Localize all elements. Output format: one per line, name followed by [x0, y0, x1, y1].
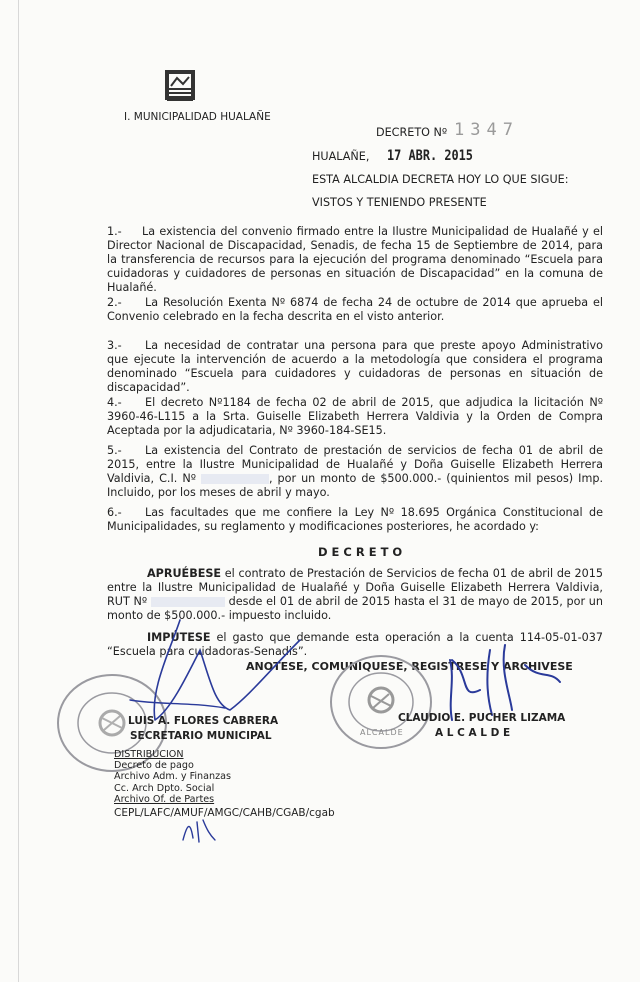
visto-number: 6.- [107, 506, 122, 519]
visto-number: 1.- [107, 225, 122, 238]
alcalde-name: CLAUDIO E. PUCHER LIZAMA [398, 712, 566, 724]
dist-item: Cc. Arch Dpto. Social [114, 782, 215, 794]
imputese-paragraph: IMPÚTESE el gasto que demande esta operación a la cuenta 114-05-01-037 “Escuela para cuidadoras-Senadis”. [107, 631, 603, 658]
scan-edge [18, 0, 19, 982]
visto-number: 3.- [107, 339, 122, 352]
alcalde-stamp [326, 652, 436, 752]
visto-6: 6.- Las facultades que me confiere la Ley Nº 18.695 Orgánica Constitucional de Municipalidades, su reglamento y modificaciones posteriores, he acordado y: [107, 506, 603, 533]
dist-item: Archivo Adm. y Finanzas [114, 771, 232, 783]
imputese-lead: IMPÚTESE [147, 631, 211, 644]
secretario-role: SECRETARIO MUNICIPAL [130, 730, 272, 742]
visto-number: 4.- [107, 396, 122, 409]
vistos-heading: VISTOS Y TENIENDO PRESENTE [312, 196, 487, 209]
redacted-rut [151, 597, 225, 607]
date-stamp: 17 ABR. 2015 [387, 148, 473, 164]
visto-4: 4.- El decreto Nº1184 de fecha 02 de abril de 2015, que adjudica la licitación Nº 3960-46-L115 a la Srta. Guiselle Elizabeth Herrera Valdivia y la Orden de Compra Aceptada por la adjudicataria, Nº 3960-184-SE15. [107, 396, 603, 437]
apruebese-paragraph: APRUÉBESE el contrato de Prestación de Servicios de fecha 01 de abril de 2015 entre la Ilustre Municipalidad de Hualañé y Doña Guiselle Elizabeth Herrera Valdivia, RUT Nº desde el 01 de abril de 2015 hasta el 31 de mayo de 2015, por un monto de $500.000.- impuesto incluido. [107, 567, 603, 622]
decreto-title: D E C R E T O [318, 545, 403, 559]
anotese-line: ANOTESE, COMUNIQUESE, REGISTRESE Y ARCHIVESE [246, 660, 573, 673]
distribucion-title: DISTRIBUCION [114, 749, 184, 760]
org-name: I. MUNICIPALIDAD HUALAÑE [124, 111, 271, 123]
alcalde-stamp-label: ALCALDE [360, 728, 404, 737]
intro-line: ESTA ALCALDIA DECRETA HOY LO QUE SIGUE: [312, 173, 569, 186]
visto-1: 1.- La existencia del convenio firmado entre la Ilustre Municipalidad de Hualañé y el Director Nacional de Discapacidad, Senadis, de fecha 15 de Septiembre de 2014, para la transferencia de recursos para la ejecución del programa denominado “Escuela para cuidadoras y cuidadores de personas en situación de Discapacidad” en la comuna de Hualañé. [107, 225, 603, 294]
redacted-id [201, 474, 269, 484]
visto-2: 2.- La Resolución Exenta Nº 6874 de fecha 24 de octubre de 2014 que aprueba el Convenio celebrado en la fecha descrita en el visto anterior. [107, 296, 603, 323]
visto-number: 5.- [107, 444, 122, 457]
decreto-label: DECRETO Nº [376, 126, 448, 139]
initials-handwriting [175, 800, 235, 850]
secretario-name: LUIS A. FLORES CABRERA [128, 715, 279, 727]
decreto-number: 1347 [454, 120, 519, 140]
place: HUALAÑE, [312, 150, 370, 163]
visto-number: 2.- [107, 296, 122, 309]
visto-5: 5.- La existencia del Contrato de prestación de servicios de fecha 01 de abril de 2015, entre la Ilustre Municipalidad de Hualañé y Doña Guiselle Elizabeth Herrera Valdivia, C.I. Nº , por un monto de $500.000.- (quinientos mil pesos) Imp. Incluido, por los meses de abril y mayo. [107, 444, 604, 499]
initials: CEPL/LAFC/AMUF/AMGC/CAHB/CGAB/cgab [114, 807, 335, 820]
dist-item: Archivo Of. de Partes [114, 793, 215, 805]
visto-3: 3.- La necesidad de contratar una persona para que preste apoyo Administrativo que ejecute la intervención de acuerdo a la metodología que considera el programa denominado “Escuela para cuidadores y cuidadoras de personas en situación de discapacidad”. [107, 339, 603, 394]
alcalde-role: A L C A L D E [435, 727, 511, 739]
municipal-logo [163, 68, 197, 104]
apruebese-lead: APRUÉBESE [147, 567, 222, 580]
dist-item: Decreto de pago [114, 760, 194, 772]
